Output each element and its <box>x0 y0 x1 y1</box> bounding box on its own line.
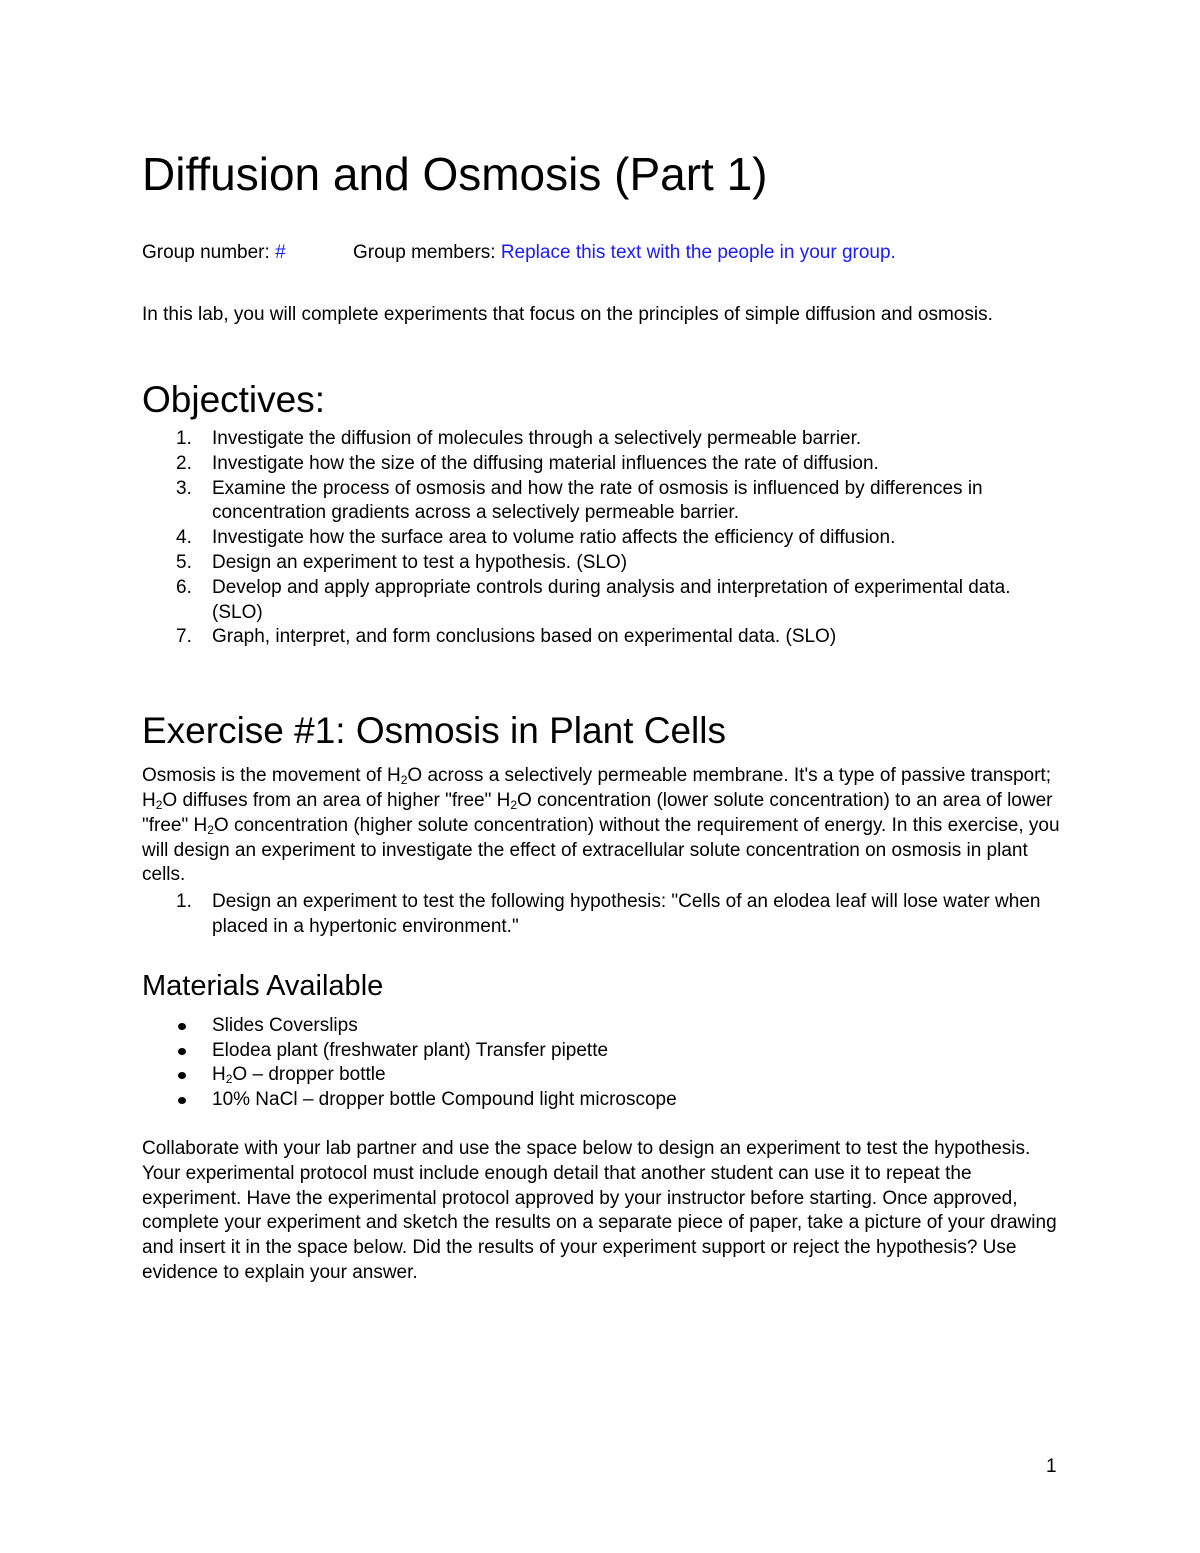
material-item <box>142 1088 1062 1113</box>
materials-list <box>142 1014 1062 1113</box>
list-number: 1. <box>176 891 192 913</box>
group-number <box>142 240 353 266</box>
paragraph-text: O concentration (higher solute concentration) without the requirement of energy. In this exercise, you will design an experiment to investigate the effect of extracellular solute concentration on osmosis in plant cells. <box>142 814 1060 886</box>
design-list <box>142 890 1062 940</box>
intro-paragraph: In this lab, you will complete experiments that focus on the principles of simple diffusion and osmosis. <box>142 304 993 325</box>
material-text: O – dropper bottle <box>232 1064 386 1086</box>
objective-item <box>142 551 1062 576</box>
design-text: Design an experiment to test the following hypothesis: "Cells of an elodea leaf will lose water when placed in a hypertonic environment." <box>212 891 1041 937</box>
list-number: 6. <box>176 576 192 598</box>
list-number: 7. <box>176 626 192 648</box>
paragraph-text: Osmosis is the movement of H <box>142 765 401 787</box>
group-members-value[interactable]: Replace this text with the people in your group. <box>500 242 896 263</box>
page-content <box>142 140 1062 1286</box>
design-item <box>142 890 1062 940</box>
list-number: 5. <box>176 551 192 573</box>
osmosis-paragraph <box>142 764 1062 888</box>
subscript: 2 <box>225 1072 233 1087</box>
objective-text: Examine the process of osmosis and how the rate of osmosis is influenced by differences in concentration gradients across a selectively permeable barrier. <box>212 477 983 524</box>
bullet-icon <box>178 1048 186 1055</box>
list-number: 1. <box>176 428 192 449</box>
group-members <box>353 240 896 266</box>
objective-text: Develop and apply appropriate controls during analysis and interpretation of experimental data. (SLO) <box>212 576 1011 623</box>
list-number: 3. <box>176 477 192 499</box>
group-number-value[interactable]: # <box>275 242 286 263</box>
subscript: 2 <box>400 773 408 788</box>
subscript: 2 <box>155 797 163 812</box>
objective-text: Graph, interpret, and form conclusions based on experimental data. (SLO) <box>212 626 837 648</box>
objectives-list <box>142 427 1062 650</box>
objective-text: Investigate the diffusion of molecules through a selectively permeable barrier. <box>212 428 862 449</box>
objective-item <box>142 452 1062 477</box>
group-info-line <box>142 240 1062 266</box>
collaborate-paragraph: Collaborate with your lab partner and use the space below to design an experiment to test the hypothesis. Your experimental protocol must include enough detail that another student can use it to repeat the experiment. Have the experimental protocol approved by your instructor before starting. Once approved, complete your experiment and sketch the results on a separate piece of paper, take a picture of your drawing and insert it in the space below. Did the results of your experiment support or reject the hypothesis? Use evidence to explain your answer. <box>142 1137 1057 1283</box>
list-number: 2. <box>176 452 192 474</box>
bullet-icon <box>178 1072 186 1079</box>
objective-text: Investigate how the size of the diffusing material influences the rate of diffusion. <box>212 452 879 474</box>
objective-item <box>142 625 1062 650</box>
subscript: 2 <box>207 822 214 837</box>
group-members-label: Group members: <box>353 242 501 263</box>
page-number: 1 <box>1046 1456 1057 1477</box>
paragraph-text: O across a selectively permeable membrane. It's a type of passive transport; H <box>142 765 1051 811</box>
paragraph-text: O concentration (lower solute concentration) to an area of lower "free" H <box>142 789 1053 836</box>
group-number-label: Group number: <box>142 242 276 263</box>
material-item <box>142 1063 1062 1088</box>
material-text: Elodea plant (freshwater plant) Transfer pipette <box>212 1039 609 1061</box>
page-title: Diffusion and Osmosis (Part 1) <box>142 148 768 200</box>
bullet-icon <box>178 1097 186 1104</box>
list-number: 4. <box>176 527 192 549</box>
subscript: 2 <box>510 797 518 812</box>
objective-item <box>142 526 1062 551</box>
objectives-heading: Objectives: <box>142 379 326 420</box>
objective-text: Design an experiment to test a hypothesis. (SLO) <box>212 551 628 573</box>
paragraph-text: O diffuses from an area of higher "free" H <box>162 789 511 811</box>
bullet-icon <box>178 1023 186 1030</box>
material-text: H <box>212 1064 226 1086</box>
objective-text: Investigate how the surface area to volume ratio affects the efficiency of diffusion. <box>212 527 896 549</box>
objective-item <box>142 576 1062 626</box>
objective-item <box>142 477 1062 527</box>
material-item <box>142 1014 1062 1039</box>
materials-heading: Materials Available <box>142 969 384 1002</box>
material-text: Slides Coverslips <box>212 1014 358 1036</box>
exercise1-heading: Exercise #1: Osmosis in Plant Cells <box>142 710 726 752</box>
material-text: 10% NaCl – dropper bottle Compound light microscope <box>212 1089 677 1111</box>
material-item <box>142 1039 1062 1064</box>
objective-item <box>142 427 1062 452</box>
